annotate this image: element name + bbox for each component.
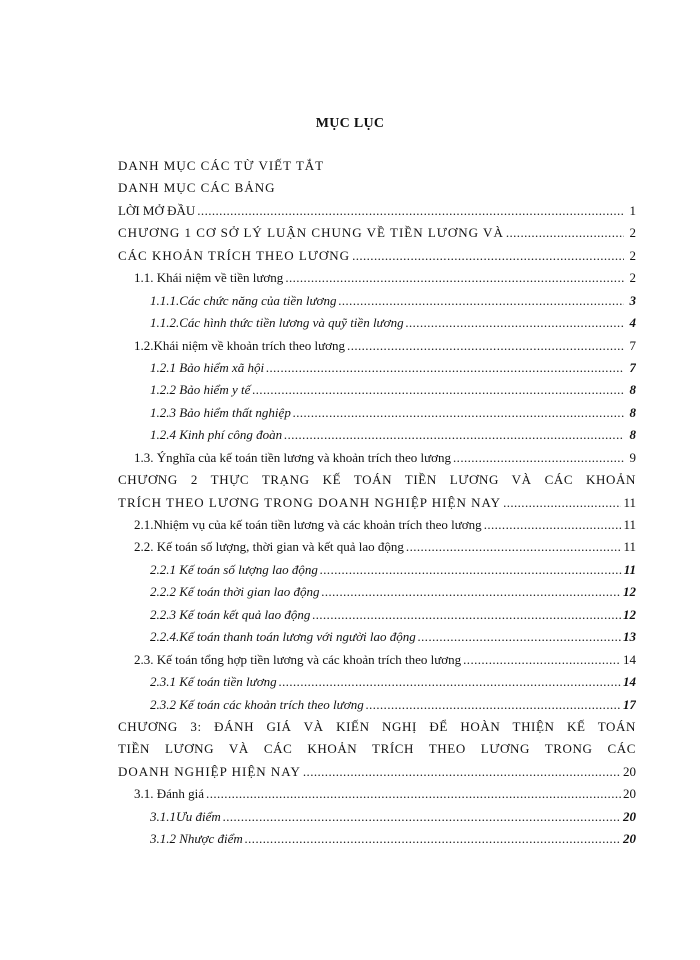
- toc-entry-3-1-2[interactable]: [118, 828, 636, 850]
- dot-leader: [503, 492, 621, 514]
- toc-entry-2-3-1[interactable]: [118, 671, 636, 693]
- toc-page-number: 11: [623, 539, 636, 555]
- toc-page-number: 7: [629, 359, 636, 375]
- toc-entry-text: 2.2. Kế toán số lượng, thời gian và kết quả lao động: [134, 539, 404, 555]
- toc-entry-text: 2.2.4.Kế toán thanh toán lương với người lao động: [150, 629, 416, 645]
- toc-entry-1-1-1[interactable]: [118, 290, 636, 312]
- toc-entry-chapter-3-line-3[interactable]: [118, 761, 636, 783]
- toc-entry-text: 2.2.1 Kế toán số lượng lao động: [150, 561, 318, 577]
- toc-entry-chapter-2-line-2[interactable]: [118, 492, 636, 514]
- toc-entry-1-1-2[interactable]: [118, 312, 636, 334]
- dot-leader: [266, 357, 624, 379]
- toc-entry-text: CHƯƠNG 1 CƠ SỞ LÝ LUẬN CHUNG VỀ TIỀN LƯƠNG VÀ: [118, 225, 504, 241]
- toc-entry-2-2-3[interactable]: [118, 604, 636, 626]
- toc-entry-2-2-2[interactable]: [118, 581, 636, 603]
- toc-page-number: 12: [623, 606, 636, 622]
- dot-leader: [406, 312, 624, 334]
- toc-entry-text: LỜI MỞ ĐẦU: [118, 202, 196, 218]
- dot-leader: [418, 626, 621, 648]
- toc-entry-text: 2.3. Kế toán tổng hợp tiền lương và các khoản trích theo lương: [134, 651, 462, 667]
- toc-entry-text: CHƯƠNG 3: ĐÁNH GIÁ VÀ KIẾN NGHỊ ĐỂ HOÀN THIỆN KẾ TOÁN: [118, 718, 636, 734]
- toc-entry-1-2-1[interactable]: [118, 357, 636, 379]
- dot-leader: [279, 671, 621, 693]
- dot-leader: [338, 290, 624, 312]
- dot-leader: [206, 783, 621, 805]
- toc-page-number: 8: [629, 382, 636, 398]
- toc-page-number: 4: [629, 315, 636, 331]
- toc-entry-text: CHƯƠNG 2 THỰC TRẠNG KẾ TOÁN TIỀN LƯƠNG VÀ CÁC KHOẢN: [118, 472, 636, 488]
- toc-entry-chapter-2-line-1[interactable]: [118, 469, 636, 491]
- toc-page-number: 13: [623, 629, 636, 645]
- toc-page-number: 20: [623, 786, 636, 802]
- dot-leader: [506, 222, 624, 244]
- toc-entry-2-2-4[interactable]: [118, 626, 636, 648]
- toc-entry-text: 1.2.1 Bảo hiểm xã hội: [150, 359, 265, 375]
- dot-leader: [484, 514, 622, 536]
- toc-entry-1-2-4[interactable]: [118, 424, 636, 446]
- toc-page-number: 2: [629, 225, 636, 241]
- toc-page-number: 20: [623, 808, 636, 824]
- toc-entry-text: 3.1.2 Nhược điểm: [150, 831, 243, 847]
- toc-entry-text: 2.3.2 Kế toán các khoản trích theo lương: [150, 696, 364, 712]
- dot-leader: [285, 267, 624, 289]
- toc-entry-text: 1.2.Khái niệm về khoản trích theo lương: [134, 337, 346, 353]
- toc-entry-1-3[interactable]: [118, 447, 636, 469]
- toc-entry-2-2[interactable]: [118, 536, 636, 558]
- dot-leader: [352, 245, 624, 267]
- toc-page-number: 7: [629, 337, 636, 353]
- toc-page-number: 3: [629, 292, 636, 308]
- toc-page-number: 14: [623, 651, 636, 667]
- toc-page-number: 8: [629, 427, 636, 443]
- dot-leader: [252, 379, 624, 401]
- toc-entry-2-3[interactable]: [118, 649, 636, 671]
- toc-entry-text: 1.1.2.Các hình thức tiền lương và quỹ tiền lương: [150, 315, 404, 331]
- toc-entry-text: 1.3. Ýnghĩa của kế toán tiền lương và khoản trích theo lương: [134, 449, 452, 465]
- toc-entry-text: 1.1. Khái niệm về tiền lương: [134, 270, 284, 286]
- toc-entry-text: DANH MỤC CÁC TỪ VIẾT TẮT: [118, 158, 325, 173]
- toc-page-number: 1: [629, 202, 636, 218]
- toc-page-number: 2: [629, 270, 636, 286]
- toc-entry-text: 2.1.Nhiệm vụ của kế toán tiền lương và các khoản trích theo lương: [134, 517, 482, 532]
- toc-title: MỤC LỤC: [315, 116, 385, 131]
- dot-leader: [303, 761, 621, 783]
- toc-entry-2-2-1[interactable]: [118, 559, 636, 581]
- toc-entry-3-1[interactable]: [118, 783, 636, 805]
- toc-entry-text: DOANH NGHIỆP HIỆN NAY: [118, 763, 301, 779]
- dot-leader: [245, 828, 621, 850]
- toc-entry-1-2[interactable]: [118, 335, 636, 357]
- toc-entry-text: CÁC KHOẢN TRÍCH THEO LƯƠNG: [118, 247, 351, 263]
- toc-entry-intro[interactable]: [118, 200, 636, 222]
- dot-leader: [321, 581, 621, 603]
- toc-page-number: 14: [623, 674, 636, 690]
- dot-leader: [284, 424, 624, 446]
- dot-leader: [347, 335, 624, 357]
- toc-entry-1-2-2[interactable]: [118, 379, 636, 401]
- toc-page-number: 20: [623, 763, 636, 779]
- dot-leader: [463, 649, 621, 671]
- toc-entry-text: 3.1. Đánh giá: [134, 786, 205, 802]
- dot-leader: [366, 694, 621, 716]
- toc-entry-1-2-3[interactable]: [118, 402, 636, 424]
- toc-page-number: 20: [623, 831, 636, 847]
- toc-entry-tables[interactable]: [118, 177, 636, 199]
- toc-entry-chapter-1-line-1[interactable]: [118, 222, 636, 244]
- toc-entry-chapter-3-line-1[interactable]: [118, 716, 636, 738]
- toc-entry-chapter-3-line-2[interactable]: [118, 738, 636, 760]
- toc-entry-text: 2.2.2 Kế toán thời gian lao động: [150, 584, 320, 600]
- dot-leader: [406, 536, 622, 558]
- dot-leader: [320, 559, 622, 581]
- toc-entry-1-1[interactable]: [118, 267, 636, 289]
- table-of-contents: [118, 155, 636, 851]
- toc-entry-text: 3.1.1Ưu điểm: [150, 808, 221, 824]
- dot-leader: [293, 402, 624, 424]
- toc-page-number: 8: [629, 404, 636, 420]
- toc-page-number: 17: [623, 696, 636, 712]
- toc-entry-text: DANH MỤC CÁC BẢNG: [118, 180, 276, 196]
- toc-page-number: 11: [623, 494, 636, 510]
- toc-page-number: 11: [623, 561, 636, 577]
- toc-entry-text: 1.2.4 Kinh phí công đoàn: [150, 427, 283, 443]
- toc-entry-text: TIỀN LƯƠNG VÀ CÁC KHOẢN TRÍCH THEO LƯƠNG TRONG CÁC: [118, 741, 636, 757]
- toc-entry-text: TRÍCH THEO LƯƠNG TRONG DOANH NGHIỆP HIỆN NAY: [118, 494, 502, 510]
- dot-leader: [197, 200, 624, 222]
- toc-entry-abbreviations[interactable]: [118, 155, 636, 177]
- toc-page-number: 11: [623, 517, 636, 532]
- toc-page-number: 9: [629, 449, 636, 465]
- dot-leader: [223, 806, 621, 828]
- toc-entry-text: 1.2.3 Bảo hiểm thất nghiệp: [150, 404, 291, 420]
- toc-page-number: 2: [629, 247, 636, 263]
- toc-entry-2-1[interactable]: [118, 514, 636, 536]
- toc-entry-text: 1.1.1.Các chức năng của tiền lương: [150, 292, 337, 308]
- toc-entry-text: 1.2.2 Bảo hiểm y tế: [150, 382, 251, 398]
- toc-entry-2-3-2[interactable]: [118, 694, 636, 716]
- toc-entry-text: 2.3.1 Kế toán tiền lương: [150, 674, 277, 690]
- toc-entry-text: 2.2.3 Kế toán kết quả lao động: [150, 606, 311, 622]
- dot-leader: [453, 447, 624, 469]
- dot-leader: [312, 604, 621, 626]
- toc-entry-chapter-1-line-2[interactable]: [118, 245, 636, 267]
- toc-entry-3-1-1[interactable]: [118, 806, 636, 828]
- toc-page-number: 12: [623, 584, 636, 600]
